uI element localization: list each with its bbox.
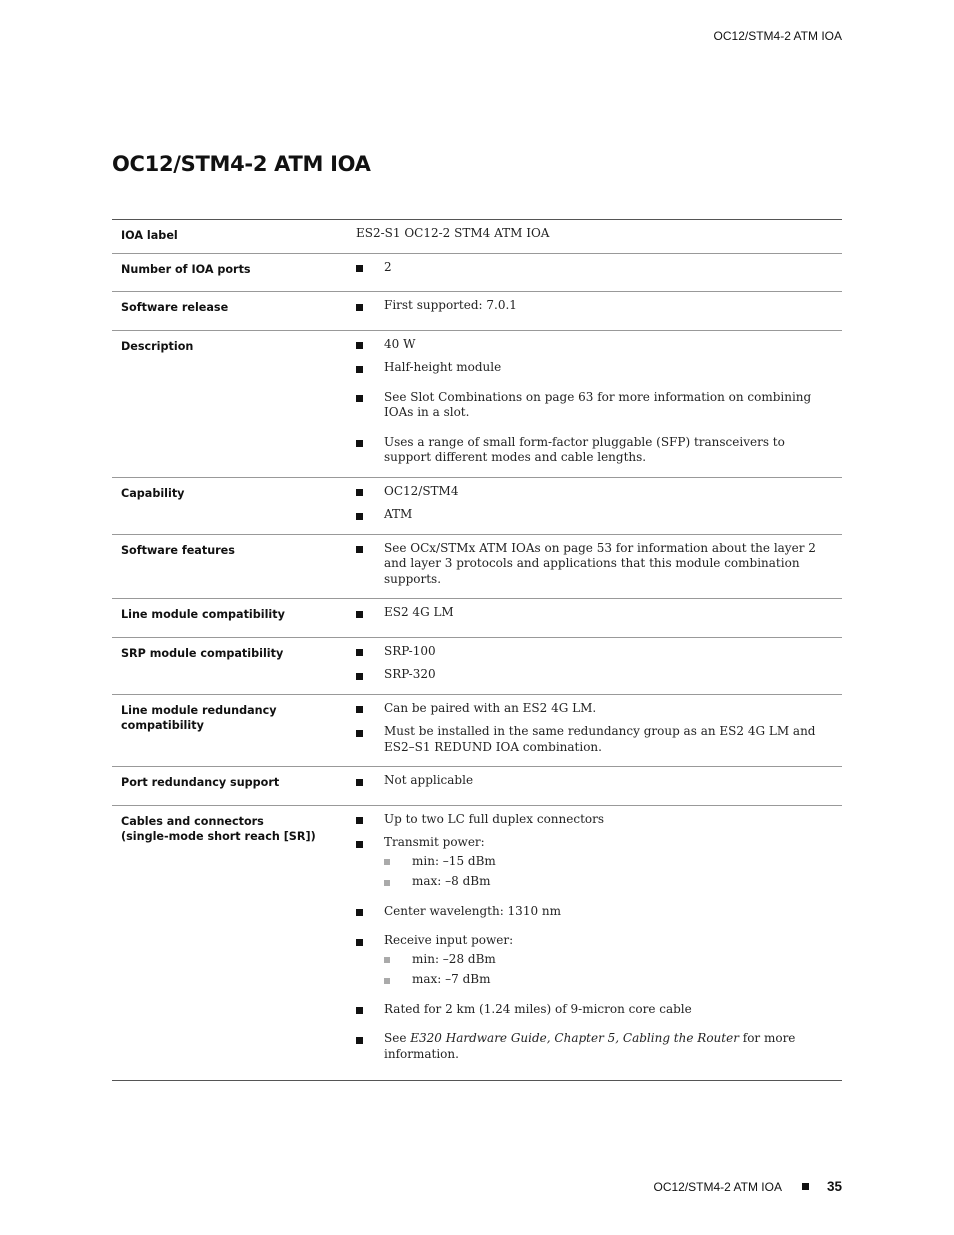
- table-row: [112, 637, 842, 694]
- row-label: Line module compatibility: [112, 599, 347, 638]
- row-label: Capability: [112, 477, 347, 534]
- receive-power-label: Receive input power:: [384, 933, 514, 947]
- row-value: ES2-S1 OC12-2 STM4 ATM IOA: [356, 226, 550, 240]
- row-label: Software features: [112, 534, 347, 599]
- list-item: ATM: [347, 507, 838, 523]
- footer-separator-icon: [802, 1183, 809, 1190]
- list-item: SRP-100: [347, 644, 838, 660]
- hardware-guide-reference: E320 Hardware Guide, Chapter 5, Cabling the Router: [410, 1031, 739, 1045]
- running-header: OC12/STM4-2 ATM IOA: [713, 29, 842, 43]
- list-item: OC12/STM4: [347, 484, 838, 500]
- table-row: [112, 477, 842, 534]
- sub-list-item: max: –7 dBm: [384, 972, 834, 988]
- sub-list-item: min: –15 dBm: [384, 854, 834, 870]
- list-item: [347, 933, 838, 988]
- table-row: [112, 599, 842, 638]
- list-item: Rated for 2 km (1.24 miles) of 9-micron core cable: [347, 1002, 838, 1018]
- list-item: Must be installed in the same redundancy group as an ES2 4G LM and ES2–S1 REDUND IOA combination.: [347, 724, 838, 755]
- page-number: 35: [826, 1179, 842, 1194]
- footer-title: OC12/STM4-2 ATM IOA: [653, 1179, 782, 1194]
- table-row: [112, 292, 842, 331]
- row-label: Description: [112, 330, 347, 477]
- table-row: [112, 767, 842, 806]
- list-item: See OCx/STMx ATM IOAs on page 53 for information about the layer 2 and layer 3 protocols and applications that this module combination supports.: [347, 541, 838, 588]
- list-item: ES2 4G LM: [347, 605, 838, 621]
- page-title: OC12/STM4-2 ATM IOA: [112, 152, 371, 176]
- table-row: [112, 253, 842, 292]
- row-label-line: (single-mode short reach [SR]): [121, 830, 316, 843]
- list-item: [347, 1031, 838, 1062]
- table-row: [112, 694, 842, 767]
- sub-list-item: min: –28 dBm: [384, 952, 834, 968]
- row-label: Number of IOA ports: [112, 253, 347, 292]
- row-label-line: compatibility: [121, 719, 204, 732]
- row-label: SRP module compatibility: [112, 637, 347, 694]
- list-item: Half-height module: [347, 360, 838, 376]
- list-item: SRP-320: [347, 667, 838, 683]
- transmit-power-label: Transmit power:: [384, 835, 485, 849]
- row-label: [112, 805, 347, 1081]
- list-item: Up to two LC full duplex connectors: [347, 812, 838, 828]
- sub-list-item: max: –8 dBm: [384, 874, 834, 890]
- row-label: [112, 694, 347, 767]
- row-label: Port redundancy support: [112, 767, 347, 806]
- list-item: 2: [347, 260, 838, 276]
- table-row: [112, 330, 842, 477]
- table-row: [112, 805, 842, 1081]
- list-item: First supported: 7.0.1: [347, 298, 838, 314]
- see-prefix: See: [384, 1031, 411, 1045]
- row-label-line: Cables and connectors: [121, 814, 264, 828]
- table-row: [112, 220, 842, 254]
- running-footer: [653, 1179, 842, 1194]
- list-item: Center wavelength: 1310 nm: [347, 904, 838, 920]
- specification-table: [112, 219, 842, 1081]
- list-item: See Slot Combinations on page 63 for more information on combining IOAs in a slot.: [347, 390, 838, 421]
- row-label-line: Line module redundancy: [121, 703, 277, 717]
- list-item: [347, 835, 838, 890]
- table-row: [112, 534, 842, 599]
- see-suffix: for more information.: [384, 1031, 796, 1061]
- list-item: Uses a range of small form-factor pluggable (SFP) transceivers to support different modes and cable lengths.: [347, 435, 838, 466]
- list-item: Can be paired with an ES2 4G LM.: [347, 701, 838, 717]
- list-item: 40 W: [347, 337, 838, 353]
- row-label: IOA label: [121, 229, 178, 242]
- row-label: Software release: [112, 292, 347, 331]
- list-item: Not applicable: [347, 773, 838, 789]
